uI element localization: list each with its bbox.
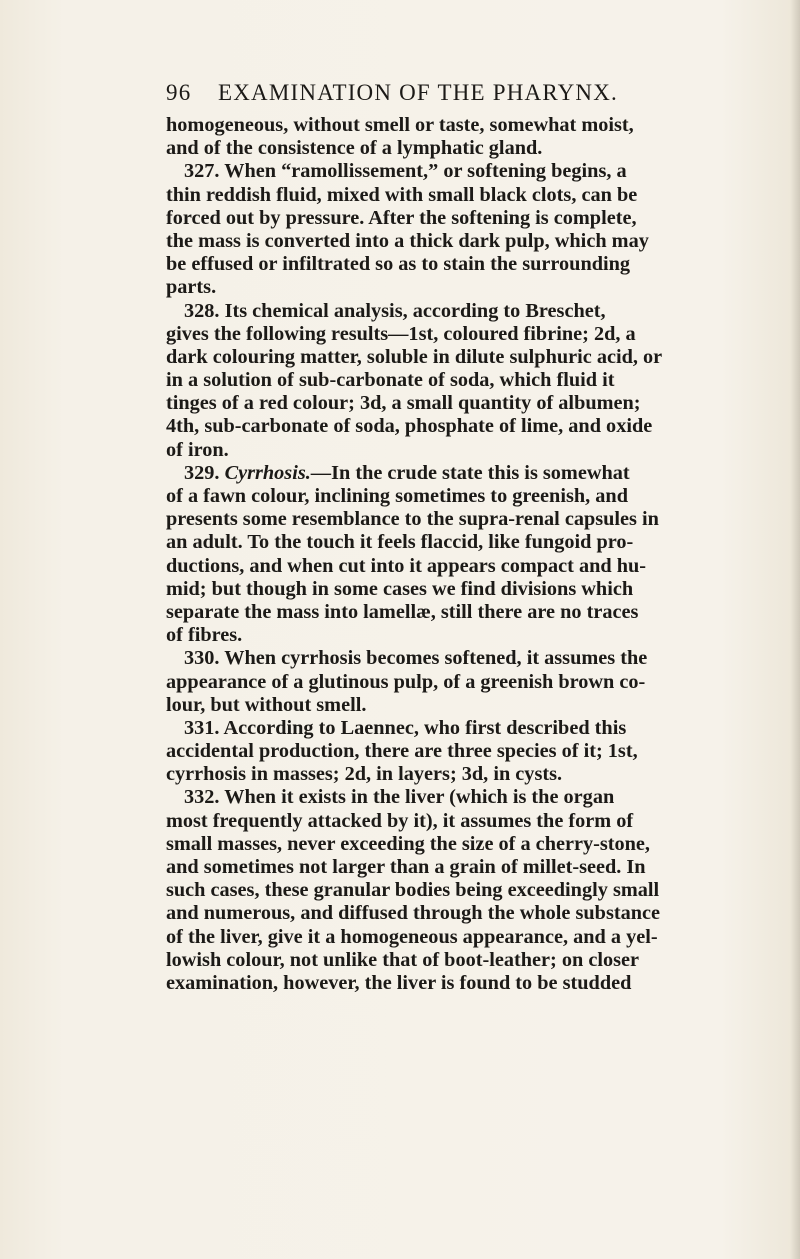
text-line: homogeneous, without smell or taste, somewhat moist,	[166, 114, 634, 136]
text-line: separate the mass into lamellæ, still there are no traces	[166, 600, 639, 623]
running-head	[166, 80, 726, 110]
text-line: and sometimes not larger than a grain of millet-seed. In	[166, 856, 646, 878]
text-line: gives the following results—1st, coloured fibrine; 2d, a	[166, 322, 636, 345]
text-line: and of the consistence of a lymphatic gland.	[166, 137, 543, 160]
paragraph-332-start: 332. When it exists in the liver (which is the organ	[184, 786, 615, 809]
paragraph-330-start: 330. When cyrrhosis becomes softened, it assumes the	[184, 647, 648, 670]
paragraph-328-start: 328. Its chemical analysis, according to Breschet,	[184, 299, 606, 322]
paragraph-331-start: 331. According to Laennec, who first described this	[184, 716, 627, 739]
text-line: an adult. To the touch it feels flaccid, like fungoid pro-	[166, 531, 634, 554]
text-line: of the liver, give it a homogeneous appearance, and a yel-	[166, 925, 658, 948]
text-line: in a solution of sub-carbonate of soda, which fluid it	[166, 369, 615, 392]
text-line: thin reddish fluid, mixed with small black clots, can be	[166, 183, 638, 206]
text-line: of iron.	[166, 438, 229, 461]
text-line: cyrrhosis in masses; 2d, in layers; 3d, in cysts.	[166, 763, 563, 786]
text-line: appearance of a glutinous pulp, of a greenish brown co-	[166, 670, 646, 693]
text-line: ductions, and when cut into it appears compact and hu-	[166, 554, 647, 577]
text-line: examination, however, the liver is found to be studded	[166, 971, 632, 994]
paragraph-329-start: 329. Cyrrhosis.—In the crude state this is somewhat	[184, 461, 630, 484]
page-edge-shadow	[790, 0, 800, 1259]
text-line: of a fawn colour, inclining sometimes to greenish, and	[166, 485, 628, 507]
text-line: be effused or infiltrated so as to stain the surrounding	[166, 253, 631, 276]
page-number: 96	[166, 80, 192, 105]
text-line: parts.	[166, 276, 217, 299]
text-line: accidental production, there are three species of it; 1st,	[166, 740, 638, 763]
text-line: forced out by pressure. After the softening is complete,	[166, 206, 637, 229]
text-line: presents some resemblance to the supra-renal capsules in	[166, 508, 659, 531]
text-line: mid; but though in some cases we find divisions which	[166, 577, 634, 600]
text-line: most frequently attacked by it), it assumes the form of	[166, 809, 634, 832]
text-line: the mass is converted into a thick dark pulp, which may	[166, 229, 649, 252]
text-line: lowish colour, not unlike that of boot-leather; on closer	[166, 948, 640, 971]
text-line: tinges of a red colour; 3d, a small quantity of albumen;	[166, 392, 641, 415]
italic-heading: Cyrrhosis.	[224, 461, 311, 484]
paragraph-327-start: 327. When “ramollissement,” or softening begins, a	[184, 160, 627, 183]
text-line: 4th, sub-carbonate of soda, phosphate of lime, and oxide	[166, 415, 653, 438]
text-line: and numerous, and diffused through the whole substance	[166, 902, 661, 925]
text-line: lour, but without smell.	[166, 693, 367, 716]
body-text	[166, 114, 786, 995]
text-line: dark colouring matter, soluble in dilute sulphuric acid, or	[166, 345, 663, 368]
page-title: EXAMINATION OF THE PHARYNX.	[218, 80, 618, 105]
text-line: of fibres.	[166, 624, 243, 647]
text-line: small masses, never exceeding the size of a cherry-stone,	[166, 832, 651, 855]
text-line: such cases, these granular bodies being exceedingly small	[166, 879, 660, 902]
